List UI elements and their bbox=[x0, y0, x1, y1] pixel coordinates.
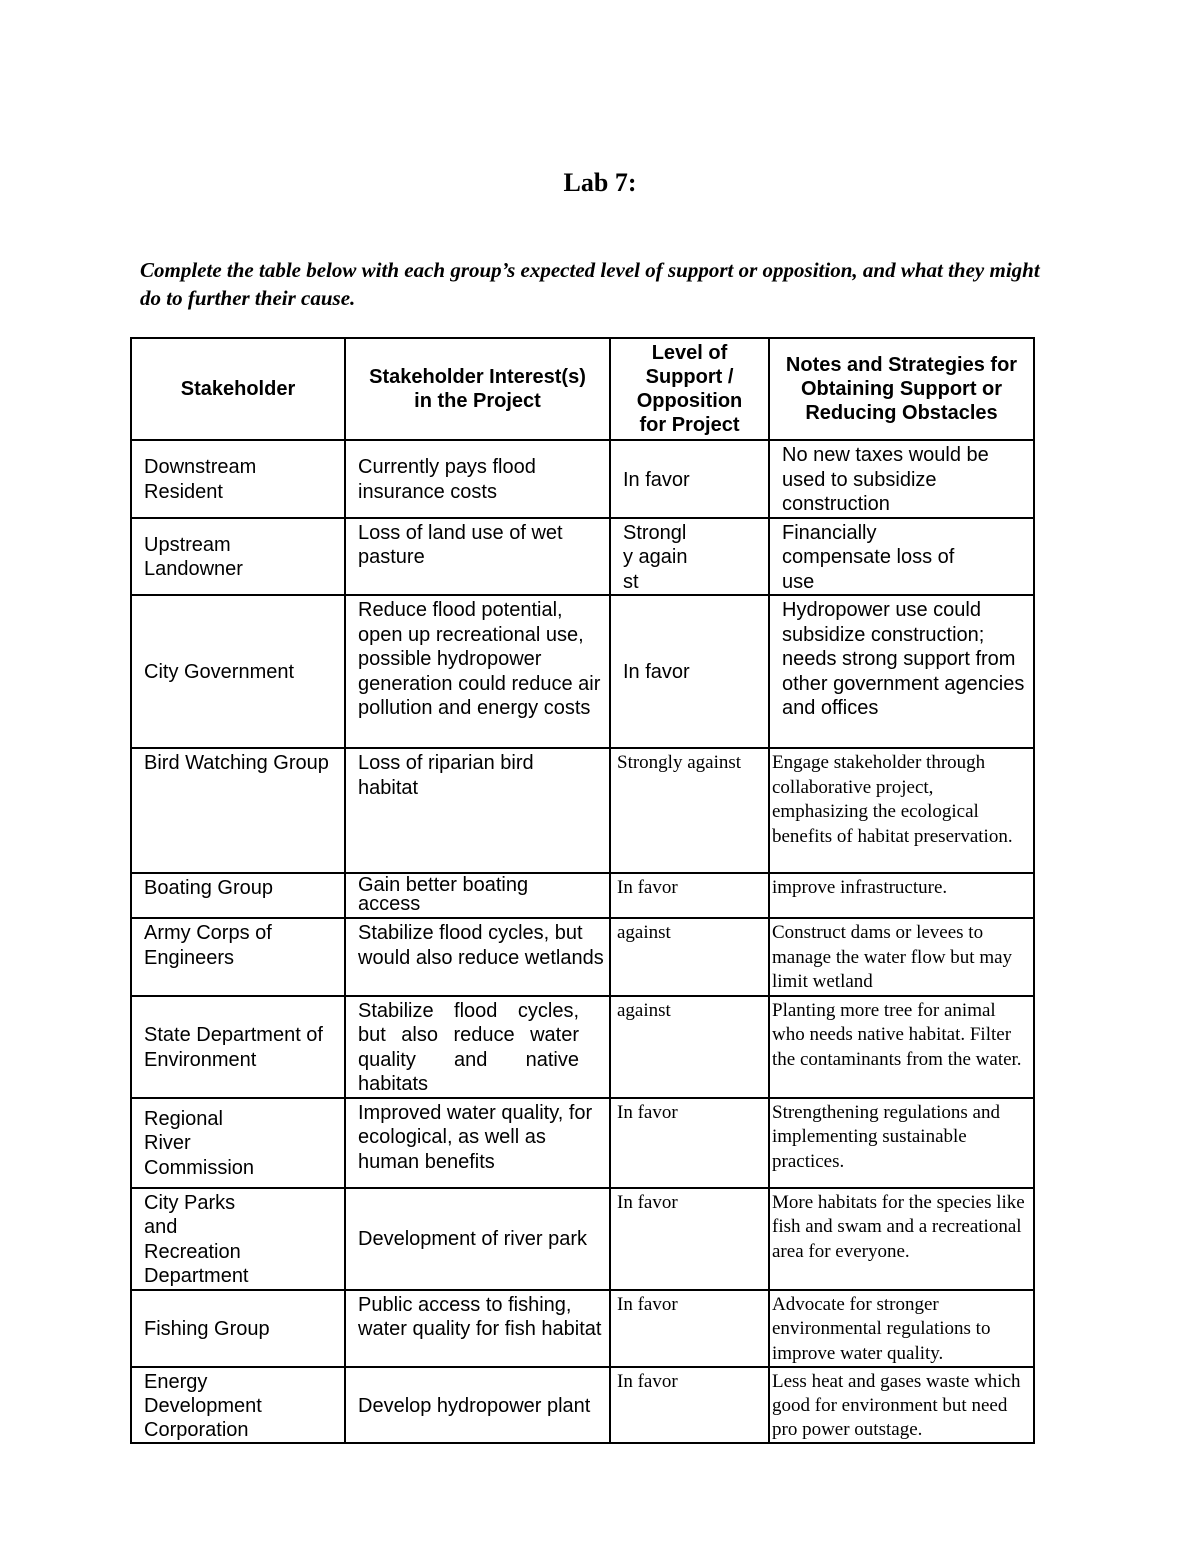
stakeholder-cell: Boating Group bbox=[144, 877, 273, 899]
level-cell: In favor bbox=[617, 1191, 678, 1213]
header-interest: Stakeholder Interest(s) in the Project bbox=[345, 338, 610, 440]
table-row bbox=[131, 873, 1034, 918]
notes-cell: Engage stakeholder through collaborative project, emphasizing the ecological benefits of habitat preservation. bbox=[772, 752, 1013, 847]
interest-cell: Loss of riparian bird habitat bbox=[358, 752, 534, 799]
notes-cell: No new taxes would be used to subsidize construction bbox=[782, 444, 989, 515]
notes-cell: Construct dams or levees to manage the water flow but may limit wetland bbox=[772, 922, 1013, 992]
table-row bbox=[131, 1188, 1034, 1290]
interest-cell: Loss of land use of wet pasture bbox=[358, 521, 563, 568]
level-cell: In favor bbox=[617, 1371, 678, 1392]
level-cell: against bbox=[617, 999, 671, 1021]
interest-cell: Development of river park bbox=[358, 1228, 587, 1251]
notes-cell: More habitats for the species like fish and swam and a recreational area for everyone. bbox=[772, 1191, 1025, 1262]
stakeholder-cell: State Department of Environment bbox=[144, 1024, 323, 1071]
table-row bbox=[131, 595, 1034, 748]
instructions-text: Complete the table below with each group’s expected level of support or opposition, and what they might do to further their cause. bbox=[140, 258, 1040, 310]
interest-cell: Currently pays flood insurance costs bbox=[358, 456, 536, 503]
stakeholder-table bbox=[130, 337, 1035, 1444]
notes-cell: Hydropower use could subsidize construction; needs strong support from other government agencies and offices bbox=[782, 599, 1025, 719]
header-notes: Notes and Strategies for Obtaining Support or Reducing Obstacles bbox=[769, 338, 1034, 440]
stakeholder-cell: Army Corps of Engineers bbox=[144, 922, 272, 969]
notes-cell: Strengthening regulations and implementing sustainable practices. bbox=[772, 1101, 1000, 1172]
interest-cell: Improved water quality, for ecological, as well as human benefits bbox=[358, 1101, 593, 1173]
level-cell: In favor bbox=[617, 1293, 678, 1315]
notes-cell: Less heat and gases waste which good for environment but need pro power outstage. bbox=[772, 1371, 1021, 1440]
table-row bbox=[131, 1098, 1034, 1188]
notes-cell: Planting more tree for animal who needs native habitat. Filter the contaminants from the water. bbox=[772, 999, 1022, 1070]
level-cell: Strongly against bbox=[623, 521, 688, 593]
stakeholder-cell: Regional River Commission bbox=[144, 1107, 255, 1179]
table-row bbox=[131, 996, 1034, 1098]
table-header-row bbox=[131, 338, 1034, 440]
interest-cell: Reduce flood potential, open up recreational use, possible hydropower generation could reduce air pollution and energy costs bbox=[358, 599, 601, 719]
stakeholder-cell: Energy Development Corporation bbox=[144, 1371, 262, 1441]
table-row bbox=[131, 1290, 1034, 1368]
stakeholder-cell: City Parks and Recreation Department bbox=[144, 1191, 249, 1287]
interest-cell: Gain better boating access bbox=[358, 874, 529, 915]
level-cell: In favor bbox=[623, 468, 690, 491]
table-row bbox=[131, 1367, 1034, 1443]
table-row bbox=[131, 440, 1034, 518]
stakeholder-cell: Upstream Landowner bbox=[144, 533, 243, 581]
table-row bbox=[131, 918, 1034, 996]
table-row bbox=[131, 518, 1034, 596]
level-cell: In favor bbox=[617, 877, 678, 898]
level-cell: In favor bbox=[617, 1101, 678, 1123]
interest-cell: Develop hydropower plant bbox=[358, 1394, 591, 1417]
stakeholder-cell: Bird Watching Group bbox=[144, 752, 329, 774]
stakeholder-cell: Downstream Resident bbox=[144, 456, 257, 503]
stakeholder-cell: City Government bbox=[144, 661, 295, 684]
level-cell: In favor bbox=[623, 661, 690, 684]
interest-cell: Stabilize flood cycles, but also reduce water quality and native habitats bbox=[358, 999, 579, 1095]
notes-cell: Advocate for stronger environmental regulations to improve water quality. bbox=[772, 1293, 991, 1364]
page-title: Lab 7: bbox=[563, 168, 637, 197]
header-level: Level of Support / Opposition for Project bbox=[610, 338, 769, 440]
header-stakeholder: Stakeholder bbox=[131, 338, 345, 440]
interest-cell: Public access to fishing, water quality for fish habitat bbox=[358, 1293, 602, 1340]
level-cell: against bbox=[617, 922, 671, 943]
table-row bbox=[131, 748, 1034, 873]
notes-cell: Financially compensate loss of use bbox=[782, 521, 955, 593]
interest-cell: Stabilize flood cycles, but would also reduce wetlands bbox=[358, 922, 604, 969]
stakeholder-cell: Fishing Group bbox=[144, 1318, 270, 1340]
level-cell: Strongly against bbox=[617, 752, 742, 773]
notes-cell: improve infrastructure. bbox=[772, 877, 948, 898]
